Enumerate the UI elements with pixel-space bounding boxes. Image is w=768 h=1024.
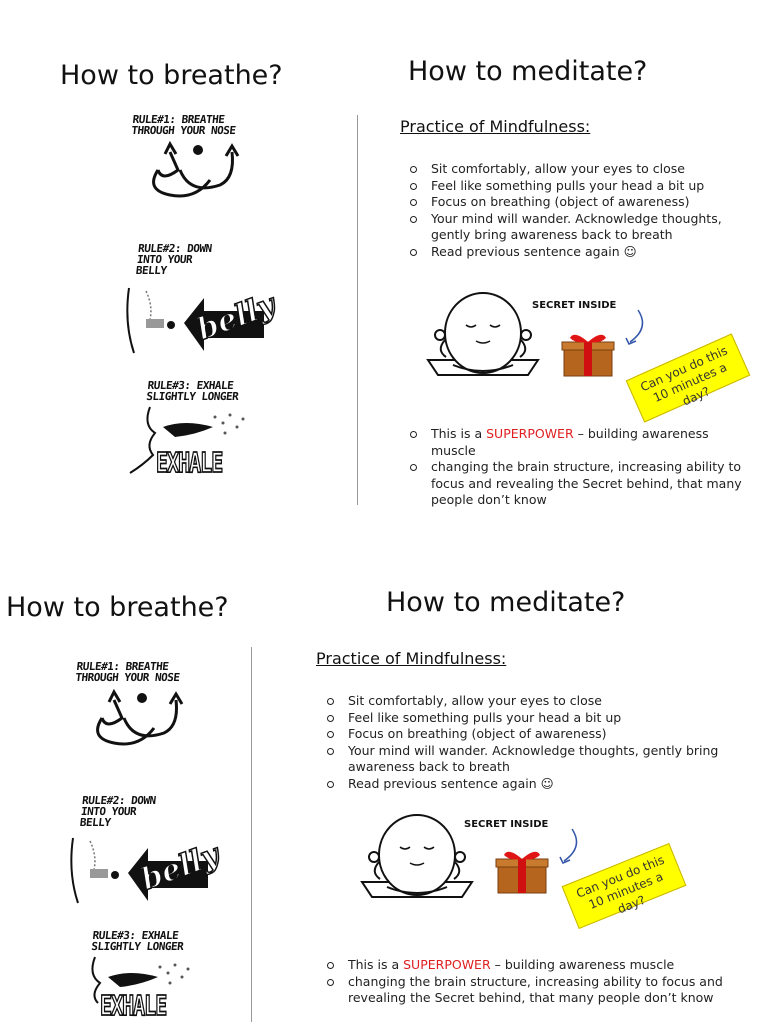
superpower-notes: [326, 957, 746, 1007]
meditate-title: How to meditate?: [386, 587, 626, 618]
secret-inside-label: SECRET INSIDE: [464, 819, 549, 830]
secret-inside-label: SECRET INSIDE: [532, 300, 617, 311]
breathe-title: How to breathe?: [6, 592, 229, 623]
column-divider: [251, 647, 252, 1022]
superpower-prefix: This is a: [431, 426, 487, 441]
brain-note: changing the brain structure, increasing ability to focus and revealing the Secret behind, that many people don’t know: [409, 459, 744, 509]
step-item: Read previous sentence again ☺: [409, 244, 754, 261]
meditating-figure: [418, 285, 548, 385]
belly-word: belly: [192, 287, 280, 348]
superpower-suffix: – building awareness muscle: [490, 957, 675, 972]
rule-3-label: RULE#3: EXHALE SLIGHTLY LONGER: [90, 929, 184, 953]
step-item: Sit comfortably, allow your eyes to close: [409, 161, 754, 178]
breathe-title: How to breathe?: [60, 60, 283, 91]
exhale-word: EXHALE: [156, 445, 223, 479]
mindfulness-subtitle: Practice of Mindfulness:: [316, 649, 507, 668]
superpower-highlight: SUPERPOWER: [403, 957, 491, 972]
meditate-title: How to meditate?: [408, 56, 648, 87]
curved-arrow-icon: [618, 308, 653, 348]
step-item: Feel like something pulls your head a bit up: [409, 178, 754, 195]
nose-breathing-illustration: [84, 688, 194, 753]
mindfulness-subtitle: Practice of Mindfulness:: [400, 117, 591, 136]
step-item: Your mind will wander. Acknowledge thoughts, gently bring awareness back to breath: [409, 211, 754, 244]
superpower-item: [409, 426, 744, 459]
rule-2-label: RULE#2: DOWN INTO YOUR BELLY: [135, 242, 213, 277]
exhale-word: EXHALE: [100, 988, 167, 1022]
rule-3-label: RULE#3: EXHALE SLIGHTLY LONGER: [145, 379, 239, 403]
step-item: Focus on breathing (object of awareness): [326, 726, 736, 743]
sticky-note: Can you do this 10 minutes a day?: [626, 333, 751, 422]
sticky-note: Can you do this 10 minutes a day?: [562, 843, 687, 929]
superpower-notes: [409, 426, 744, 509]
rule-2-label: RULE#2: DOWN INTO YOUR BELLY: [79, 794, 157, 829]
gift-box-icon: [494, 847, 550, 895]
superpower-prefix: This is a: [348, 957, 404, 972]
gift-box-icon: [560, 330, 616, 378]
meditating-figure: [352, 807, 482, 907]
meditation-steps: [326, 693, 736, 793]
column-divider: [357, 115, 358, 505]
poster-bottom: [0, 545, 768, 1024]
brain-note: changing the brain structure, increasing ability to focus and revealing the Secret behind, that many people don’t know: [326, 974, 746, 1007]
superpower-suffix: – building awareness muscle: [431, 426, 709, 458]
meditation-steps: [409, 161, 754, 261]
belly-word: belly: [136, 837, 224, 898]
step-item: Focus on breathing (object of awareness): [409, 194, 754, 211]
curved-arrow-icon: [552, 827, 587, 867]
superpower-highlight: SUPERPOWER: [486, 426, 574, 441]
rule-1-label: RULE#1: BREATHE THROUGH YOUR NOSE: [74, 660, 181, 684]
step-item: Sit comfortably, allow your eyes to close: [326, 693, 736, 710]
nose-breathing-illustration: [140, 140, 250, 205]
step-item: Feel like something pulls your head a bit up: [326, 710, 736, 727]
step-item: Your mind will wander. Acknowledge thoughts, gently bring awareness back to breath: [326, 743, 736, 776]
step-item: Read previous sentence again ☺: [326, 776, 736, 793]
rule-1-label: RULE#1: BREATHE THROUGH YOUR NOSE: [130, 113, 237, 137]
superpower-item: [326, 957, 746, 974]
